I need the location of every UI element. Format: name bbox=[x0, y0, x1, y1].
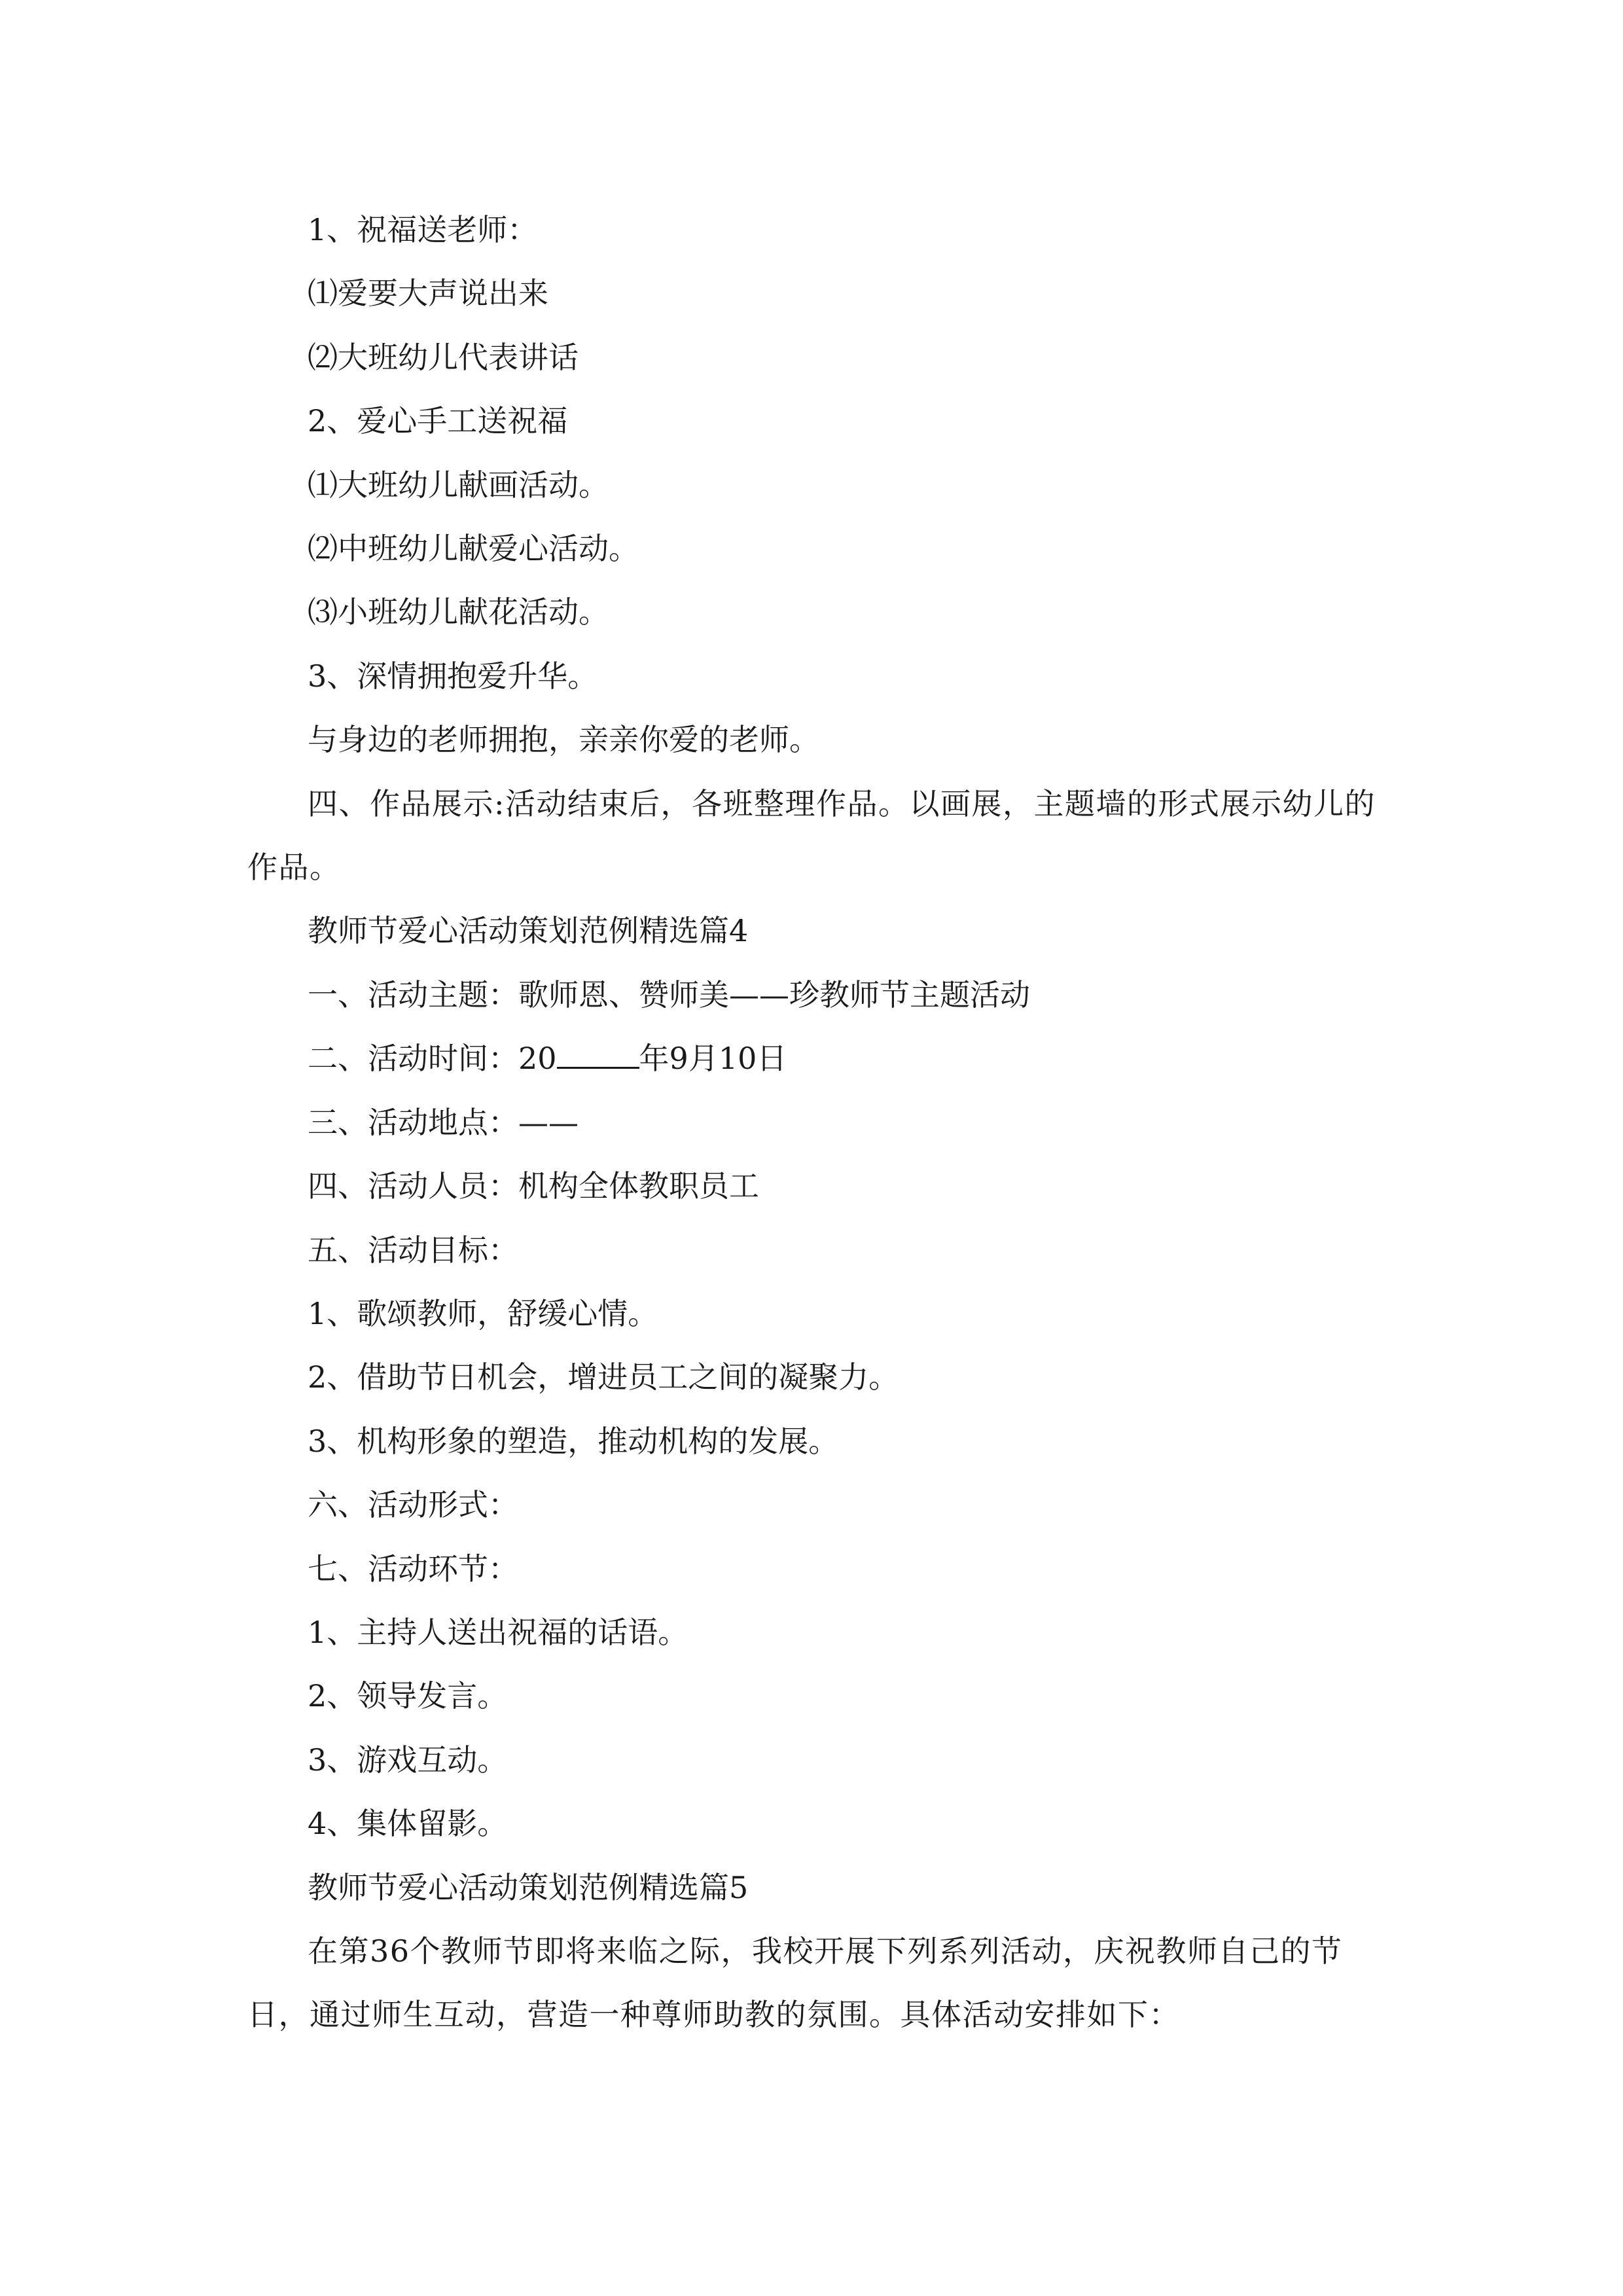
list-item: 一、活动主题：歌师恩、赞师美——珍教师节主题活动 bbox=[308, 977, 1030, 1013]
list-item: ⑶小班幼儿献花活动。 bbox=[308, 594, 609, 630]
list-item: 2、借助节日机会，增进员工之间的凝聚力。 bbox=[308, 1359, 899, 1395]
list-item: 七、活动环节： bbox=[308, 1551, 518, 1587]
document-body bbox=[247, 198, 1380, 2047]
list-item: 1、歌颂教师，舒缓心情。 bbox=[308, 1295, 658, 1331]
list-item bbox=[247, 1027, 1380, 1090]
section-heading: 教师节爱心活动策划范例精选篇5 bbox=[308, 1869, 749, 1905]
list-item: 2、领导发言。 bbox=[308, 1678, 508, 1714]
list-item: 3、机构形象的塑造，推动机构的发展。 bbox=[308, 1423, 839, 1459]
list-item: 1、祝福送老师： bbox=[308, 212, 538, 247]
list-item: 3、游戏互动。 bbox=[308, 1742, 508, 1778]
list-item: ⑴大班幼儿献画活动。 bbox=[308, 467, 609, 503]
list-item: 五、活动目标： bbox=[308, 1232, 518, 1268]
list-item: 1、主持人送出祝福的话语。 bbox=[308, 1614, 688, 1650]
list-item: 六、活动形式： bbox=[308, 1487, 518, 1523]
list-item: 三、活动地点：—— bbox=[308, 1104, 579, 1140]
paragraph: 与身边的老师拥抱，亲亲你爱的老师。 bbox=[308, 722, 819, 758]
list-item: 4、集体留影。 bbox=[308, 1806, 508, 1842]
paragraph: 在第36个教师节即将来临之际，我校开展下列系列活动，庆祝教师自己的节日，通过师生互动，营造一种尊师助教的氛围。具体活动安排如下： bbox=[247, 1933, 1343, 2033]
date-blank bbox=[557, 1038, 639, 1069]
section-heading: 教师节爱心活动策划范例精选篇4 bbox=[308, 913, 749, 949]
list-item: 3、深情拥抱爱升华。 bbox=[308, 658, 598, 694]
date-prefix: 二、活动时间：20 bbox=[308, 1041, 557, 1077]
list-item: ⑵大班幼儿代表讲话 bbox=[308, 339, 579, 375]
list-item: ⑴爱要大声说出来 bbox=[308, 276, 548, 312]
list-item: ⑵中班幼儿献爱心活动。 bbox=[308, 531, 639, 567]
list-item: 2、爱心手工送祝福 bbox=[308, 403, 568, 439]
list-item: 四、活动人员：机构全体教职员工 bbox=[308, 1168, 759, 1204]
date-suffix: 年9月10日 bbox=[639, 1041, 787, 1077]
paragraph: 四、作品展示:活动结束后，各班整理作品。以画展，主题墙的形式展示幼儿的作品。 bbox=[247, 785, 1376, 886]
